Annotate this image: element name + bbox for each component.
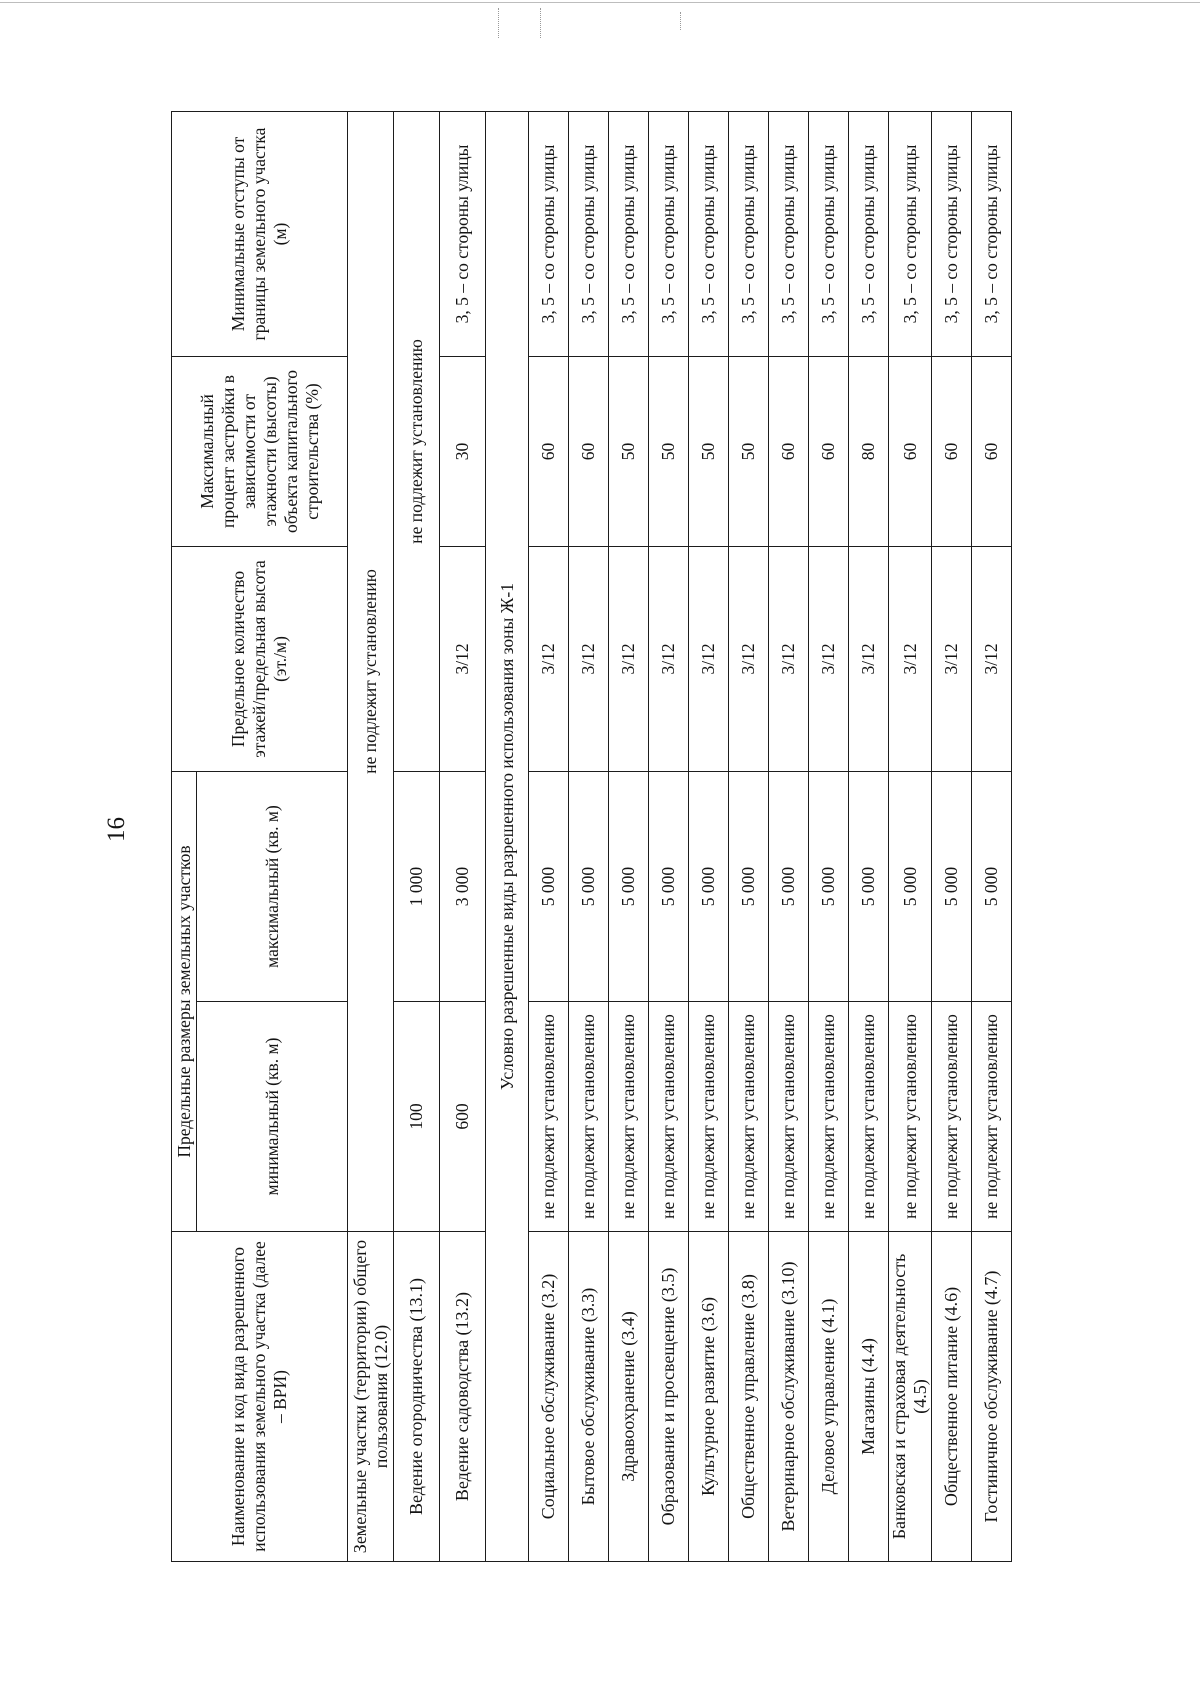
cell-floors: 3/12 [440,546,486,771]
row-name: Ветеринарное обслуживание (3.10) [769,1232,809,1562]
cell-floors: 3/12 [609,546,649,771]
cell-max: 5 000 [889,771,932,1001]
cell-coverage: 60 [529,356,569,546]
cell-min: не подлежит установлению [972,1002,1012,1232]
table-row [529,111,569,1561]
cell-setback: 3, 5 – со стороны улицы [569,111,609,356]
cell-max: 5 000 [972,771,1012,1001]
row-name: Образование и просвещение (3.5) [649,1232,689,1562]
table-row [932,111,972,1561]
cell-max: 5 000 [809,771,849,1001]
cell-min: не подлежит установлению [889,1002,932,1232]
cell-floors: 3/12 [849,546,889,771]
row-name: Земельные участки (территории) общего пользования (12.0) [348,1232,394,1562]
cell-max: 5 000 [529,771,569,1001]
scan-speck [498,8,499,38]
cell-setback: 3, 5 – со стороны улицы [729,111,769,356]
cell-min: 100 [394,1002,440,1232]
table-row [394,111,440,1561]
cell-floors: 3/12 [729,546,769,771]
cell-coverage: 30 [440,356,486,546]
table-row [809,111,849,1561]
cell-setback: 3, 5 – со стороны улицы [809,111,849,356]
row-name: Ведение садоводства (13.2) [440,1232,486,1562]
row-name: Социальное обслуживание (3.2) [529,1232,569,1562]
cell-coverage: 80 [849,356,889,546]
table-row [769,111,809,1561]
cell-min: не подлежит установлению [569,1002,609,1232]
cell-floors: 3/12 [529,546,569,771]
cell-max: 5 000 [569,771,609,1001]
cell-setback: 3, 5 – со стороны улицы [689,111,729,356]
row-name: Гостиничное обслуживание (4.7) [972,1232,1012,1562]
cell-max: 5 000 [609,771,649,1001]
page-number: 16 [103,817,130,842]
cell-coverage: 60 [569,356,609,546]
cell-coverage: 50 [729,356,769,546]
cell-setback: 3, 5 – со стороны улицы [649,111,689,356]
cell-min: не подлежит установлению [769,1002,809,1232]
header-setback: Минимальные отступы от границы земельного участка (м) [172,111,348,356]
cell-setback: 3, 5 – со стороны улицы [889,111,932,356]
table-row [889,111,932,1561]
section-row [486,111,529,1561]
cell-min: не подлежит установлению [932,1002,972,1232]
cell-floors: 3/12 [932,546,972,771]
row-name: Ведение огородничества (13.1) [394,1232,440,1562]
cell-setback: 3, 5 – со стороны улицы [972,111,1012,356]
table-row [689,111,729,1561]
cell-max: 5 000 [729,771,769,1001]
cell-floors: 3/12 [769,546,809,771]
header-sizes-group: Предельные размеры земельных участков [172,771,197,1231]
table-row [440,111,486,1561]
table-row [348,111,394,1561]
cell-setback: 3, 5 – со стороны улицы [849,111,889,356]
cell-floors: 3/12 [689,546,729,771]
cell-floors: 3/12 [889,546,932,771]
cell-max: 5 000 [689,771,729,1001]
cell-setback: 3, 5 – со стороны улицы [529,111,569,356]
cell-coverage: 60 [972,356,1012,546]
cell-max: 1 000 [394,771,440,1001]
cell-min: не подлежит установлению [649,1002,689,1232]
row-name: Культурное развитие (3.6) [689,1232,729,1562]
cell-setback: 3, 5 – со стороны улицы [440,111,486,356]
cell-max: 5 000 [769,771,809,1001]
cell-min: не подлежит установлению [529,1002,569,1232]
cell-max: 5 000 [932,771,972,1001]
rotated-table-container [171,112,1071,1562]
cell-min: не подлежит установлению [809,1002,849,1232]
row-name: Общественное управление (3.8) [729,1232,769,1562]
section-title: Условно разрешенные виды разрешенного использования зоны Ж-1 [486,111,529,1561]
table-row [649,111,689,1561]
cell-floors: 3/12 [972,546,1012,771]
table-row [972,111,1012,1561]
scan-speck [540,8,541,38]
header-coverage: Максимальный процент застройки в зависимости от этажности (высоты) объекта капитального строительства (%) [172,356,348,546]
cell-floors: 3/12 [809,546,849,771]
cell-max: 5 000 [649,771,689,1001]
cell-setback: 3, 5 – со стороны улицы [769,111,809,356]
cell-max: 3 000 [440,771,486,1001]
table-row [609,111,649,1561]
zoning-table [171,111,1012,1562]
cell-coverage: 60 [809,356,849,546]
cell-min: 600 [440,1002,486,1232]
header-min: минимальный (кв. м) [197,1002,348,1232]
table-row [569,111,609,1561]
scan-edge-line [0,2,1200,3]
cell-coverage: 60 [769,356,809,546]
merged-cell: не подлежит установлению [394,111,440,771]
row-name: Бытовое обслуживание (3.3) [569,1232,609,1562]
cell-coverage: 60 [932,356,972,546]
table-row [849,111,889,1561]
row-name: Магазины (4.4) [849,1232,889,1562]
row-name: Здравоохранение (3.4) [609,1232,649,1562]
cell-setback: 3, 5 – со стороны улицы [609,111,649,356]
cell-floors: 3/12 [649,546,689,771]
header-max: максимальный (кв. м) [197,771,348,1001]
cell-setback: 3, 5 – со стороны улицы [932,111,972,356]
scan-speck [680,12,681,30]
cell-min: не подлежит установлению [689,1002,729,1232]
cell-coverage: 50 [689,356,729,546]
row-name: Банковская и страховая деятельность (4.5) [889,1232,932,1562]
cell-max: 5 000 [849,771,889,1001]
row-name: Общественное питание (4.6) [932,1232,972,1562]
cell-min: не подлежит установлению [729,1002,769,1232]
cell-coverage: 50 [609,356,649,546]
cell-coverage: 60 [889,356,932,546]
header-name: Наименование и код вида разрешенного использования земельного участка (далее – ВРИ) [172,1232,348,1562]
cell-coverage: 50 [649,356,689,546]
cell-floors: 3/12 [569,546,609,771]
cell-min: не подлежит установлению [849,1002,889,1232]
header-floors: Предельное количество этажей/предельная высота (эт./м) [172,546,348,771]
table-row [729,111,769,1561]
merged-cell: не подлежит установлению [348,111,394,1231]
cell-min: не подлежит установлению [609,1002,649,1232]
row-name: Деловое управление (4.1) [809,1232,849,1562]
